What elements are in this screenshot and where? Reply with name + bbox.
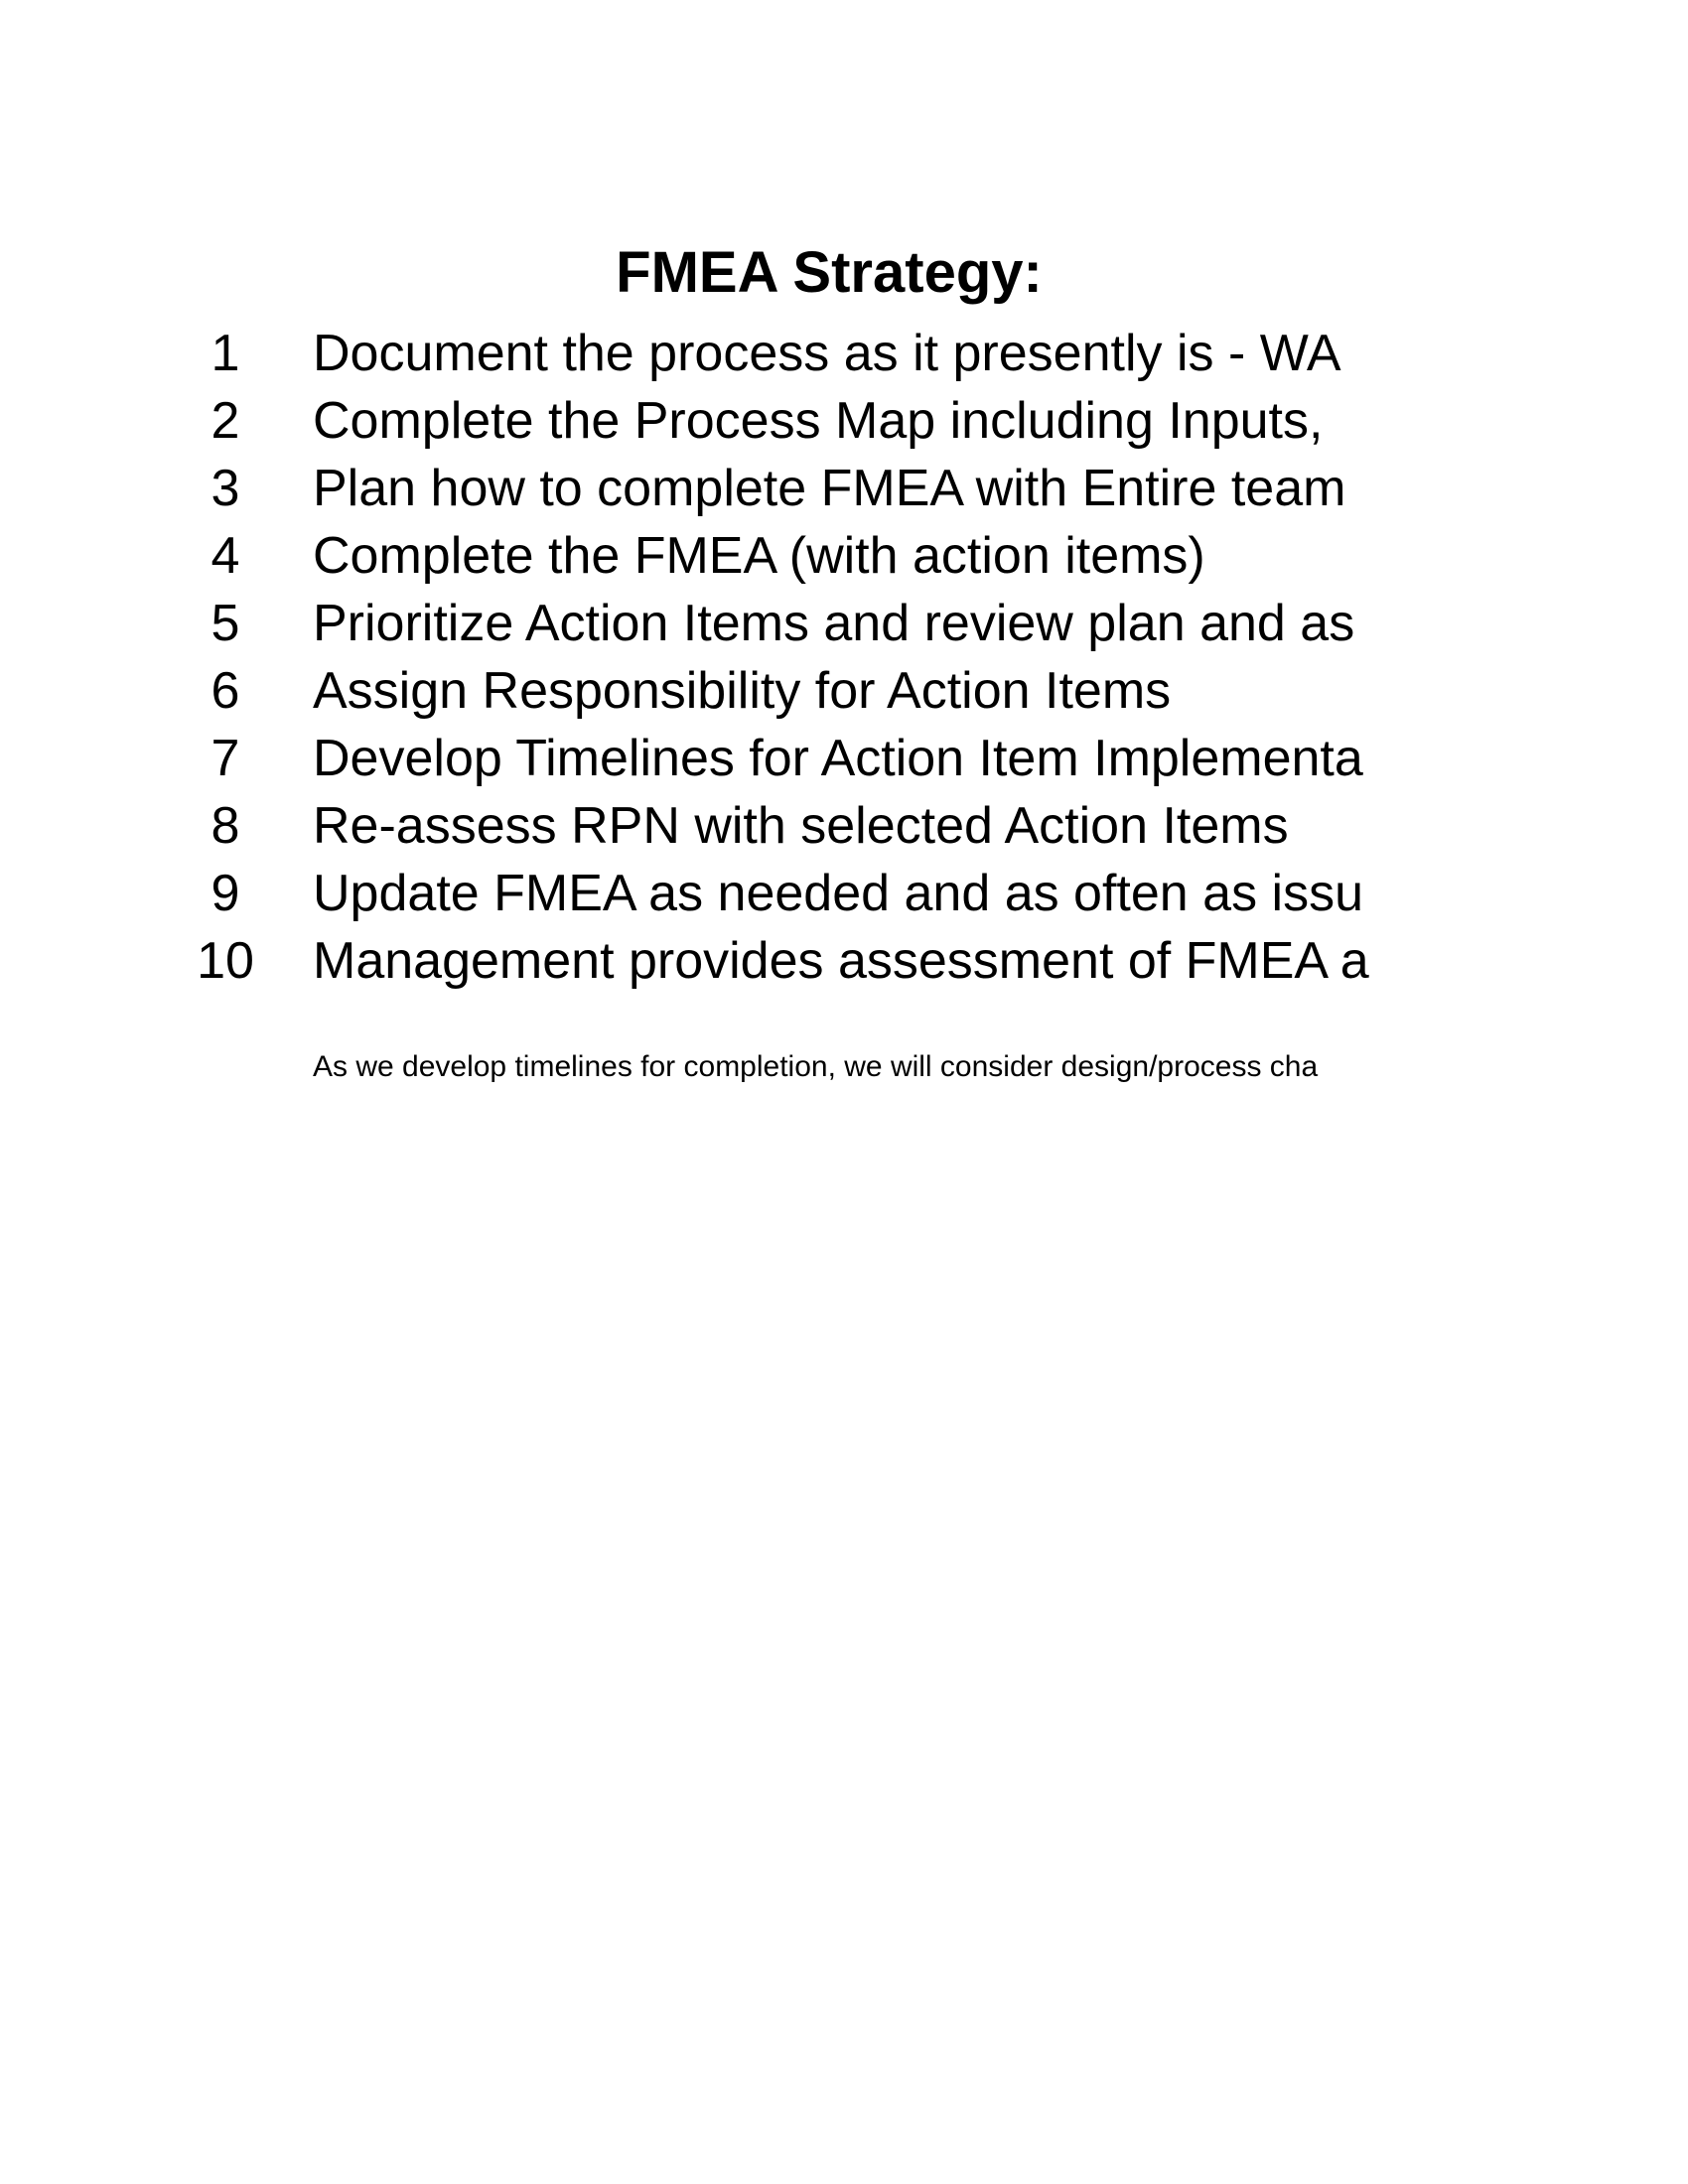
step-number: 2 (211, 392, 240, 450)
step-text: Complete the FMEA (with action items) (313, 527, 1205, 585)
step-text: Plan how to complete FMEA with Entire team (313, 460, 1346, 517)
list-item (0, 792, 1688, 860)
step-number: 9 (211, 865, 240, 922)
list-item (0, 657, 1688, 725)
list-item (0, 455, 1688, 522)
step-number: 7 (211, 730, 240, 787)
step-text: Re-assess RPN with selected Action Items (313, 797, 1289, 855)
step-number: 4 (211, 527, 240, 585)
list-item (0, 860, 1688, 927)
list-item (0, 522, 1688, 590)
list-item (0, 725, 1688, 792)
page-title: FMEA Strategy: (616, 240, 1043, 305)
list-item (0, 927, 1688, 995)
strategy-steps-list (0, 320, 1688, 995)
list-item (0, 590, 1688, 657)
step-text: Complete the Process Map including Inputs, (313, 392, 1324, 450)
step-text: Assign Responsibility for Action Items (313, 662, 1172, 720)
step-text: Prioritize Action Items and review plan and as (313, 595, 1355, 652)
step-text: Update FMEA as needed and as often as issu (313, 865, 1364, 922)
step-text: Develop Timelines for Action Item Implementa (313, 730, 1363, 787)
step-number: 1 (211, 325, 240, 382)
footnote-text: As we develop timelines for completion, we will consider design/process cha (313, 1050, 1319, 1083)
step-number: 5 (211, 595, 240, 652)
step-number: 10 (197, 932, 254, 990)
list-item (0, 387, 1688, 455)
step-text: Management provides assessment of FMEA a (313, 932, 1369, 990)
step-number: 8 (211, 797, 240, 855)
list-item (0, 320, 1688, 387)
footnote (313, 1046, 1418, 1088)
step-number: 6 (211, 662, 240, 720)
step-text: Document the process as it presently is - WA (313, 325, 1341, 382)
step-number: 3 (211, 460, 240, 517)
